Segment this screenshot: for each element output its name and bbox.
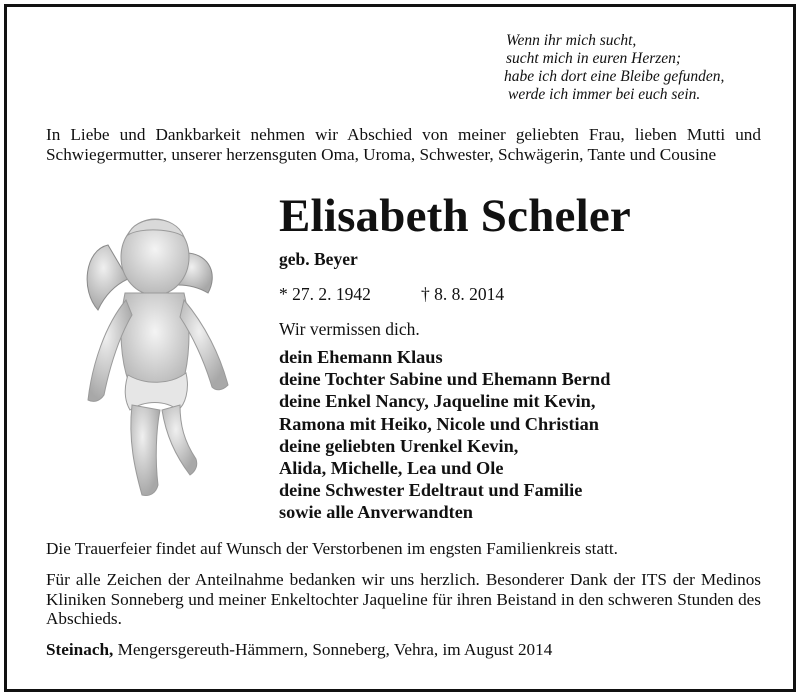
family-line: dein Ehemann Klaus [279, 347, 443, 367]
poem-line: Wenn ihr mich sucht, [506, 32, 637, 49]
family-line: Ramona mit Heiko, Nicole und Christian [279, 413, 599, 434]
family-list [279, 346, 610, 524]
poem-line: sucht mich in euren Herzen; [506, 50, 682, 67]
intro-text: In Liebe und Dankbarkeit nehmen wir Abschied von meiner geliebten Frau, lieben Mutti und Schwiegermutter, unserer herzensguten Oma, Uroma, Schwester, Schwägerin, Tante und Cousine [46, 125, 761, 164]
funeral-note: Die Trauerfeier findet auf Wunsch der Verstorbenen im engsten Familienkreis statt. [46, 539, 618, 558]
location-line [46, 640, 552, 660]
poem-line: werde ich immer bei euch sein. [508, 86, 701, 103]
death-date: † 8. 8. 2014 [421, 284, 505, 304]
family-line: deine Tochter Sabine und Ehemann Bernd [279, 369, 611, 390]
family-line: deine geliebten Urenkel Kevin, [279, 435, 519, 456]
family-line: sowie alle Anverwandten [279, 502, 473, 523]
maiden-name: geb. Beyer [279, 249, 358, 269]
miss-text: Wir vermissen dich. [279, 319, 420, 339]
deceased-name: Elisabeth Scheler [279, 190, 631, 242]
location-main: Steinach, [46, 640, 114, 659]
poem-line: habe ich dort eine Bleibe gefunden, [504, 68, 725, 85]
family-line: Alida, Michelle, Lea und Ole [279, 458, 504, 479]
family-line: deine Enkel Nancy, Jaqueline mit Kevin, [279, 391, 596, 412]
birth-date: * 27. 2. 1942 [279, 284, 371, 304]
angel-figure [80, 205, 235, 505]
thanks-note: Für alle Zeichen der Anteilnahme bedanken wir uns herzlich. Besonderer Dank der ITS der Medinos Kliniken Sonneberg und meiner Enkeltochter Jaqueline für ihren Beistand in den schweren Stunden des Abschieds. [46, 570, 761, 628]
life-dates [279, 284, 505, 304]
location-rest: Mengersgereuth-Hämmern, Sonneberg, Vehra, im August 2014 [113, 640, 553, 659]
family-line: deine Schwester Edeltraut und Familie [279, 480, 583, 501]
poem [504, 32, 724, 104]
